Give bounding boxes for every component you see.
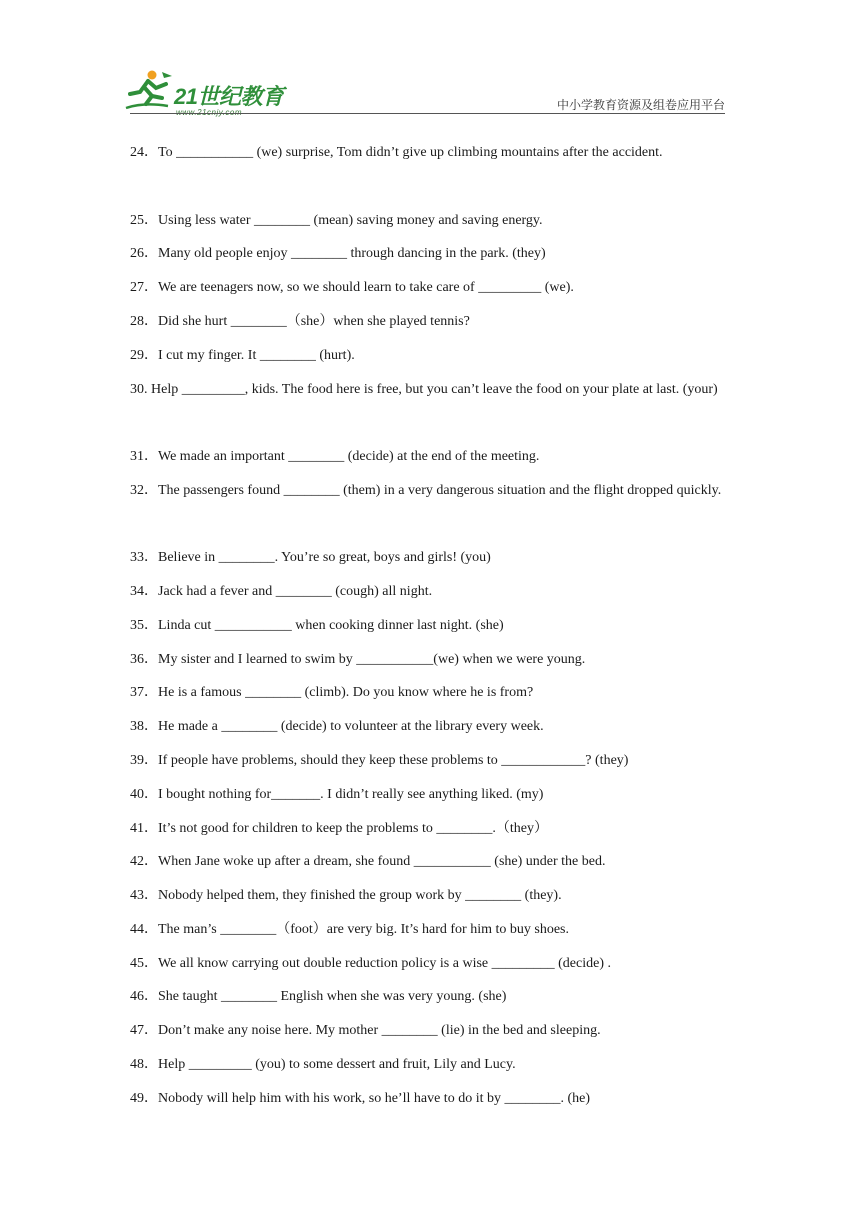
question-42: 42．When Jane woke up after a dream, she found ___________ (she) under the bed. [130,854,606,869]
runner-icon [122,68,174,116]
question-46: 46．She taught ________ English when she was very young. (she) [130,989,507,1004]
page-header [122,62,725,116]
question-30: 30. Help _________, kids. The food here is free, but you can’t leave the food on your plate at last. (your) [130,382,718,397]
logo-url: www.21cnjy.com [176,108,242,117]
question-44: 44．The man’s ________（foot）are very big. It’s hard for him to buy shoes. [130,922,569,937]
platform-name: 中小学教育资源及组卷应用平台 [556,98,725,112]
question-47: 47．Don’t make any noise here. My mother ________ (lie) in the bed and sleeping. [130,1023,601,1038]
question-35: 35．Linda cut ___________ when cooking dinner last night. (she) [130,618,504,633]
question-33: 33．Believe in ________. You’re so great, boys and girls! (you) [130,550,491,565]
question-25: 25．Using less water ________ (mean) saving money and saving energy. [130,213,543,228]
question-49: 49．Nobody will help him with his work, so he’ll have to do it by ________. (he) [130,1091,591,1106]
question-24: 24．To ___________ (we) surprise, Tom didn’t give up climbing mountains after the accident. [130,145,663,160]
question-38: 38．He made a ________ (decide) to volunteer at the library every week. [130,719,544,734]
logo-text: 21世纪教育 [174,84,284,109]
question-48: 48．Help _________ (you) to some dessert and fruit, Lily and Lucy. [130,1057,516,1072]
question-45: 45．We all know carrying out double reduction policy is a wise _________ (decide) . [130,956,611,971]
question-41: 41．It’s not good for children to keep the problems to ________.（they） [130,821,548,836]
logo [122,68,292,116]
question-29: 29．I cut my finger. It ________ (hurt). [130,348,355,363]
header-divider [130,113,725,114]
question-27: 27．We are teenagers now, so we should learn to take care of _________ (we). [130,280,574,295]
question-37: 37．He is a famous ________ (climb). Do you know where he is from? [130,685,534,700]
question-43: 43．Nobody helped them, they finished the group work by ________ (they). [130,888,562,903]
question-26: 26．Many old people enjoy ________ through dancing in the park. (they) [130,246,546,261]
question-31: 31．We made an important ________ (decide) at the end of the meeting. [130,449,540,464]
question-28: 28．Did she hurt ________（she）when she played tennis? [130,314,470,329]
question-39: 39．If people have problems, should they keep these problems to ____________? (they) [130,753,629,768]
question-34: 34．Jack had a fever and ________ (cough) all night. [130,584,433,599]
question-32: 32．The passengers found ________ (them) in a very dangerous situation and the flight dropped quickly. [130,483,722,498]
question-40: 40．I bought nothing for_______. I didn’t really see anything liked. (my) [130,787,544,802]
question-36: 36．My sister and I learned to swim by ___________(we) when we were young. [130,652,586,667]
